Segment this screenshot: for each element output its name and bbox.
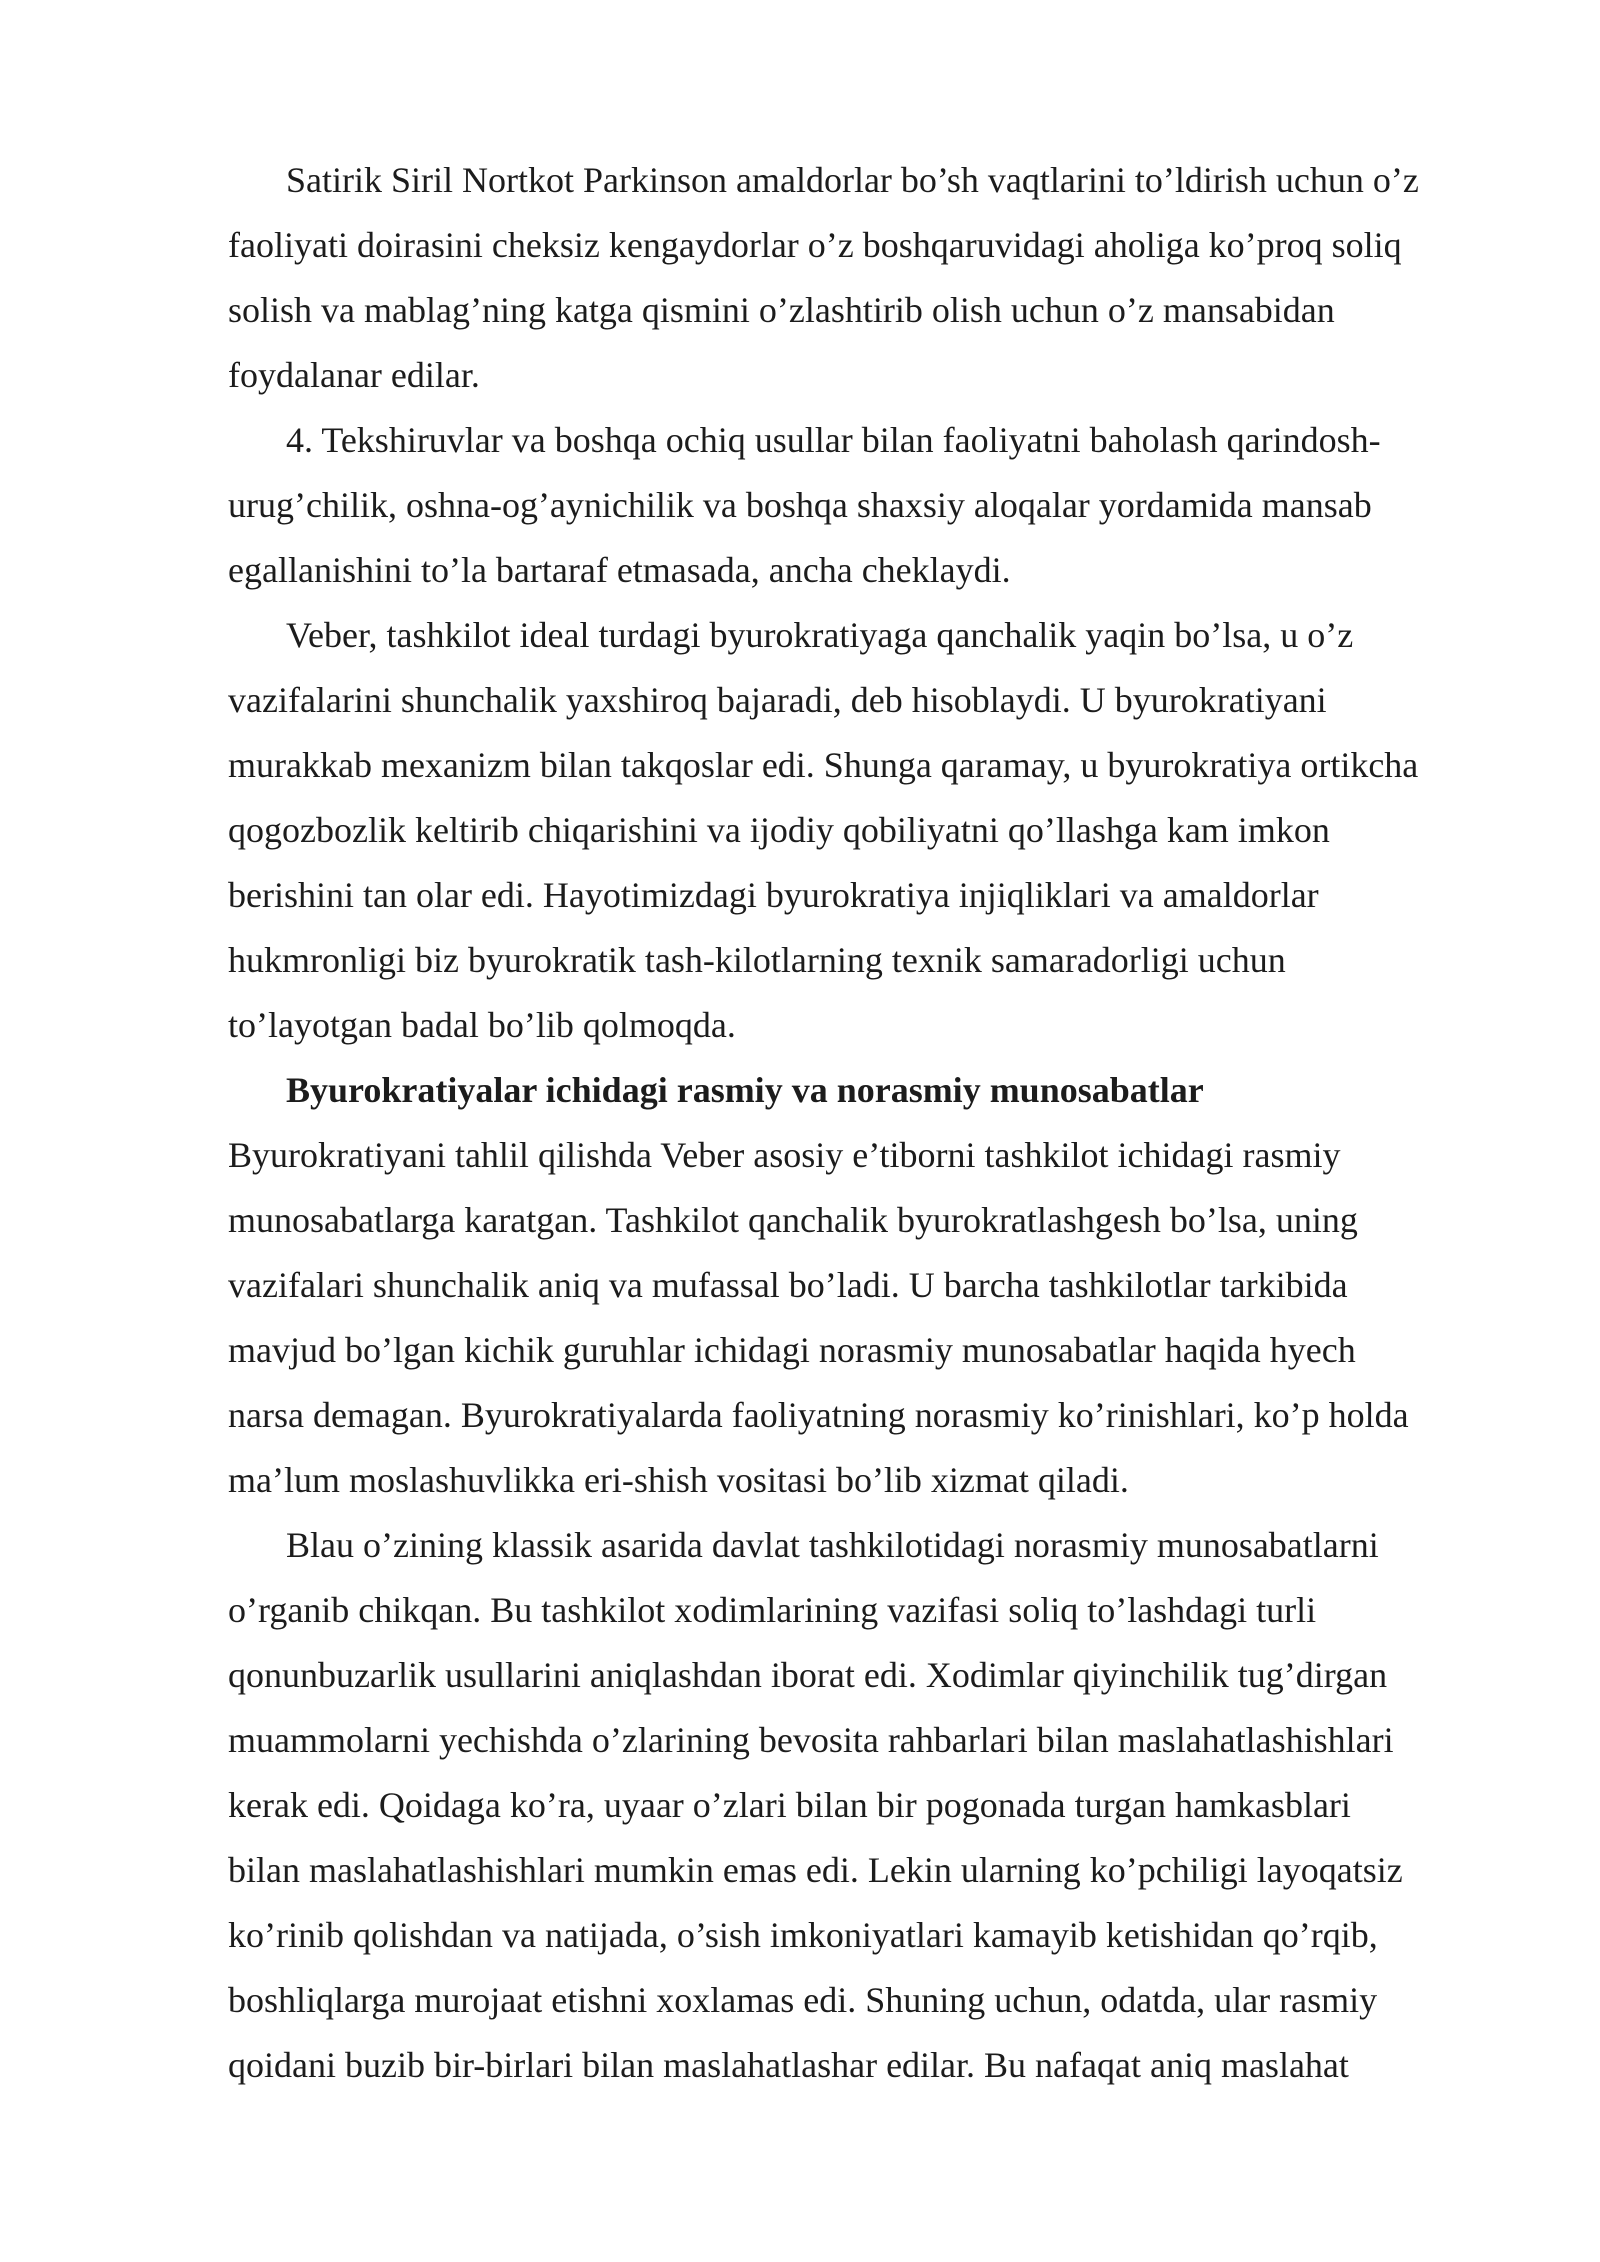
text-line: faoliyati doirasini cheksiz kengaydorlar o’z boshqaruvidagi aholiga ko’proq soliq bbox=[228, 225, 1402, 265]
section-heading: Byurokratiyalar ichidagi rasmiy va norasmiy munosabatlar bbox=[286, 1070, 1204, 1110]
text-line: o’rganib chikqan. Bu tashkilot xodimlarining vazifasi soliq to’lashdagi turli bbox=[228, 1590, 1317, 1630]
text-line: Satirik Siril Nortkot Parkinson amaldorlar bo’sh vaqtlarini to’ldirish uchun o’z bbox=[286, 160, 1419, 200]
text-line: berishini tan olar edi. Hayotimizdagi byurokratiya injiqliklari va amaldorlar bbox=[228, 875, 1319, 915]
text-line: Blau o’zining klassik asarida davlat tashkilotidagi norasmiy munosabatlarni bbox=[286, 1525, 1379, 1565]
text-line: ko’rinib qolishdan va natijada, o’sish imkoniyatlari kamayib ketishidan qo’rqib, bbox=[228, 1915, 1378, 1955]
text-line: 4. Tekshiruvlar va boshqa ochiq usullar bilan faoliyatni baholash qarindosh- bbox=[286, 420, 1381, 460]
text-line: munosabatlarga karatgan. Tashkilot qanchalik byurokratlashgesh bo’lsa, uning bbox=[228, 1200, 1358, 1240]
text-line: ma’lum moslashuvlikka eri-shish vositasi bo’lib xizmat qiladi. bbox=[228, 1460, 1129, 1500]
text-line: qoidani buzib bir-birlari bilan maslahatlashar edilar. Bu nafaqat aniq maslahat bbox=[228, 2045, 1349, 2085]
text-line: narsa demagan. Byurokratiyalarda faoliyatning norasmiy ko’rinishlari, ko’p holda bbox=[228, 1395, 1409, 1435]
text-line: mavjud bo’lgan kichik guruhlar ichidagi norasmiy munosabatlar haqida hyech bbox=[228, 1330, 1356, 1370]
text-line: vazifalarini shunchalik yaxshiroq bajaradi, deb hisoblaydi. U byurokratiyani bbox=[228, 680, 1327, 720]
text-line: foydalanar edilar. bbox=[228, 355, 480, 395]
text-line: bilan maslahatlashishlari mumkin emas edi. Lekin ularning ko’pchiligi layoqatsiz bbox=[228, 1850, 1403, 1890]
text-line: urug’chilik, oshna-og’aynichilik va boshqa shaxsiy aloqalar yordamida mansab bbox=[228, 485, 1372, 525]
text-line: Byurokratiyani tahlil qilishda Veber asosiy e’tiborni tashkilot ichidagi rasmiy bbox=[228, 1135, 1341, 1175]
text-line: to’layotgan badal bo’lib qolmoqda. bbox=[228, 1005, 736, 1045]
text-line: solish va mablag’ning katga qismini o’zlashtirib olish uchun o’z mansabidan bbox=[228, 290, 1335, 330]
text-line: murakkab mexanizm bilan takqoslar edi. Shunga qaramay, u byurokratiya ortikcha bbox=[228, 745, 1419, 785]
text-line: egallanishini to’la bartaraf etmasada, ancha cheklaydi. bbox=[228, 550, 1011, 590]
text-line: Veber, tashkilot ideal turdagi byurokratiyaga qanchalik yaqin bo’lsa, u o’z bbox=[286, 615, 1354, 655]
text-line: qonunbuzarlik usullarini aniqlashdan iborat edi. Xodimlar qiyinchilik tug’dirgan bbox=[228, 1655, 1388, 1695]
text-line: vazifalari shunchalik aniq va mufassal bo’ladi. U barcha tashkilotlar tarkibida bbox=[228, 1265, 1348, 1305]
text-line: muammolarni yechishda o’zlarining bevosita rahbarlari bilan maslahatlashishlari bbox=[228, 1720, 1394, 1760]
text-line: hukmronligi biz byurokratik tash-kilotlarning texnik samaradorligi uchun bbox=[228, 940, 1286, 980]
document-body bbox=[228, 148, 1478, 2098]
text-line: qogozbozlik keltirib chiqarishini va ijodiy qobiliyatni qo’llashga kam imkon bbox=[228, 810, 1330, 850]
text-line: kerak edi. Qoidaga ko’ra, uyaar o’zlari bilan bir pogonada turgan hamkasblari bbox=[228, 1785, 1351, 1825]
text-line: boshliqlarga murojaat etishni xoxlamas edi. Shuning uchun, odatda, ular rasmiy bbox=[228, 1980, 1378, 2020]
